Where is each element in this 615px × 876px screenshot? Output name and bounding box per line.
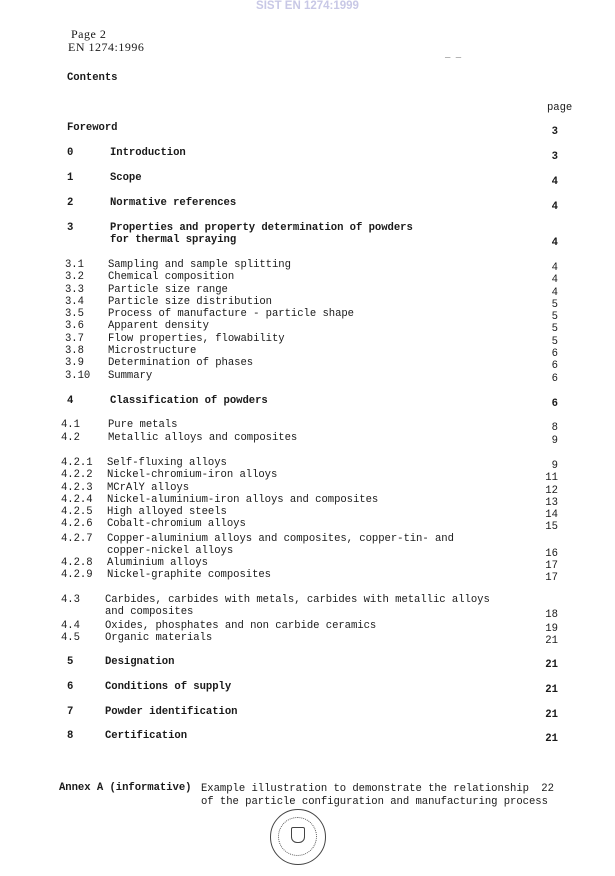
scan-mark: _ _ (445, 50, 462, 60)
toc-entry-title: Nickel-chromium-iron alloys (107, 469, 278, 481)
toc-entry-number: 3 (67, 222, 74, 234)
toc-entry-number: 4.4 (61, 620, 80, 632)
toc-entry-title: Microstructure (108, 345, 197, 357)
toc-entry-page: 4 (551, 201, 558, 213)
toc-entry-page: 4 (551, 287, 558, 299)
toc-entry-title-line2: copper-nickel alloys (107, 545, 234, 557)
toc-entry-page: 4 (551, 176, 558, 188)
toc-entry-number: 3.5 (65, 308, 84, 320)
toc-entry-number: 3.4 (65, 296, 84, 308)
toc-entry-page: 4 (551, 237, 558, 249)
toc-entry-page: 5 (551, 311, 558, 323)
toc-entry-number: 4.3 (61, 594, 80, 606)
toc-entry-title: High alloyed steels (107, 506, 227, 518)
toc-entry-title: Nickel-aluminium-iron alloys and composites (107, 494, 379, 506)
toc-entry-number: 4.5 (61, 632, 80, 644)
toc-entry-page: 4 (551, 274, 558, 286)
toc-entry-title: Properties and property determination of powders (110, 222, 413, 234)
toc-entry-page: 9 (551, 460, 558, 472)
toc-entry-title: Powder identification (105, 706, 238, 718)
toc-entry-page: 13 (545, 497, 558, 509)
page-column-label: page (547, 102, 573, 114)
toc-entry-page: 5 (551, 323, 558, 335)
toc-entry-number: 4.2.1 (61, 457, 93, 469)
toc-entry-title: Designation (105, 656, 175, 668)
toc-entry-number: 3.3 (65, 284, 84, 296)
toc-entry-page: 3 (551, 151, 558, 163)
toc-entry-number: 4.2.6 (61, 518, 93, 530)
toc-entry-number: 4.1 (61, 419, 80, 431)
annex-title: Example illustration to demonstrate the relationship (201, 783, 529, 795)
toc-entry-number: 4.2.9 (61, 569, 93, 581)
toc-entry-title: Flow properties, flowability (108, 333, 285, 345)
toc-entry-page: 6 (551, 373, 558, 385)
toc-entry-page: 21 (545, 709, 558, 721)
toc-entry-page: 21 (545, 635, 558, 647)
toc-entry-title: Summary (108, 370, 153, 382)
toc-entry-number: 3.7 (65, 333, 84, 345)
toc-entry-number: 3.9 (65, 357, 84, 369)
toc-entry-title: Normative references (110, 197, 237, 209)
toc-entry-page: 9 (551, 435, 558, 447)
toc-entry-title: Organic materials (105, 632, 213, 644)
toc-entry-number: 3.6 (65, 320, 84, 332)
toc-entry-title: Foreword (67, 122, 118, 134)
toc-entry-title: Sampling and sample splitting (108, 259, 291, 271)
toc-entry-number: 3.8 (65, 345, 84, 357)
toc-entry-number: 8 (67, 730, 74, 742)
toc-entry-page: 21 (545, 659, 558, 671)
toc-entry-title: Classification of powders (110, 395, 268, 407)
toc-entry-number: 3.2 (65, 271, 84, 283)
toc-entry-title: Certification (105, 730, 187, 742)
toc-entry-page: 8 (551, 422, 558, 434)
toc-entry-number: 7 (67, 706, 74, 718)
toc-entry-page: 19 (545, 623, 558, 635)
toc-entry-page: 18 (545, 609, 558, 621)
toc-entry-title: Oxides, phosphates and non carbide ceramics (105, 620, 377, 632)
toc-entry-page: 17 (545, 560, 558, 572)
toc-entry-page: 21 (545, 733, 558, 745)
toc-entry-title: Particle size distribution (108, 296, 272, 308)
toc-entry-number: 4.2.5 (61, 506, 93, 518)
toc-entry-number: 6 (67, 681, 74, 693)
toc-entry-number: 5 (67, 656, 74, 668)
toc-entry-page: 3 (551, 126, 558, 138)
toc-entry-number: 4.2.2 (61, 469, 93, 481)
standard-id-header: EN 1274:1996 (68, 40, 145, 54)
toc-entry-page: 6 (551, 360, 558, 372)
toc-entry-page: 15 (545, 521, 558, 533)
toc-entry-title: Determination of phases (108, 357, 254, 369)
toc-entry-page: 6 (551, 398, 558, 410)
toc-entry-page: 14 (545, 509, 558, 521)
toc-entry-title: Apparent density (108, 320, 209, 332)
watermark: SIST EN 1274:1999 (256, 0, 359, 12)
toc-entry-page: 21 (545, 684, 558, 696)
toc-entry-page: 11 (545, 472, 558, 484)
toc-entry-number: 3.10 (65, 370, 91, 382)
toc-entry-number: 3.1 (65, 259, 84, 271)
toc-entry-page: 4 (551, 262, 558, 274)
toc-entry-title: Particle size range (108, 284, 228, 296)
toc-entry-title: MCrAlY alloys (107, 482, 189, 494)
toc-entry-title: Chemical composition (108, 271, 235, 283)
toc-entry-number: 4.2 (61, 432, 80, 444)
toc-entry-title: Metallic alloys and composites (108, 432, 298, 444)
toc-entry-page: 6 (551, 348, 558, 360)
toc-entry-page: 5 (551, 336, 558, 348)
annex-title-line2: of the particle configuration and manufacturing process (201, 796, 548, 808)
toc-entry-title: Carbides, carbides with metals, carbides with metallic alloys (105, 594, 490, 606)
toc-entry-title: Pure metals (108, 419, 178, 431)
annex-label: Annex A (informative) (59, 782, 192, 794)
toc-entry-page: 17 (545, 572, 558, 584)
toc-entry-title: Copper-aluminium alloys and composites, copper-tin- and (107, 533, 454, 545)
page-number-header: Page 2 (71, 27, 107, 41)
contents-title: Contents (67, 72, 118, 84)
toc-entry-page: 12 (545, 485, 558, 497)
toc-entry-page: 5 (551, 299, 558, 311)
toc-entry-title: Cobalt-chromium alloys (107, 518, 246, 530)
toc-entry-page: 16 (545, 548, 558, 560)
toc-entry-title: Conditions of supply (105, 681, 232, 693)
toc-entry-title: Scope (110, 172, 142, 184)
toc-entry-title: Introduction (110, 147, 186, 159)
toc-entry-number: 2 (67, 197, 74, 209)
toc-entry-number: 0 (67, 147, 74, 159)
toc-entry-number: 4.2.4 (61, 494, 93, 506)
toc-entry-title-line2: and composites (105, 606, 194, 618)
toc-entry-title: Aluminium alloys (107, 557, 208, 569)
toc-entry-title: Self-fluxing alloys (107, 457, 227, 469)
toc-entry-title: Nickel-graphite composites (107, 569, 271, 581)
toc-entry-number: 4.2.8 (61, 557, 93, 569)
toc-entry-title: Process of manufacture - particle shape (108, 308, 354, 320)
official-seal-stamp (270, 809, 326, 865)
toc-entry-number: 4.2.7 (61, 533, 93, 545)
toc-entry-title-line2: for thermal spraying (110, 234, 237, 246)
toc-entry-number: 4.2.3 (61, 482, 93, 494)
toc-entry-number: 4 (67, 395, 74, 407)
toc-entry-number: 1 (67, 172, 74, 184)
annex-page: 22 (541, 783, 554, 795)
